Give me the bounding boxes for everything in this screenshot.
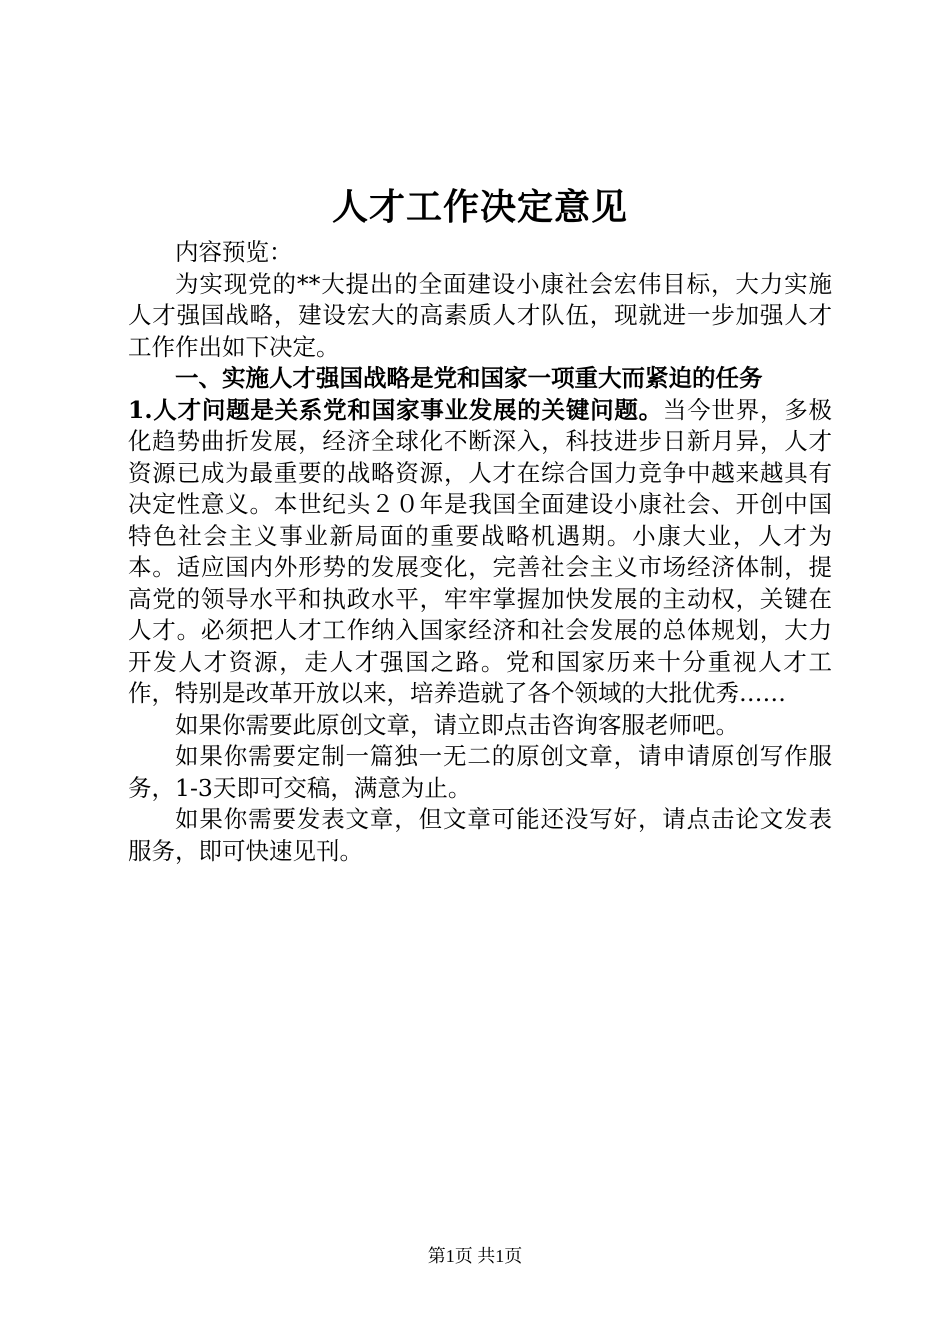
point-1-lead: 1.人才问题是关系党和国家事业发展的关键问题。	[128, 395, 663, 424]
document-title: 人才工作决定意见	[331, 186, 628, 228]
promo-custom-writing[interactable]: 如果你需要定制一篇独一无二的原创文章，请申请原创写作服务，1-3天即可交稿，满意为止。	[128, 742, 832, 802]
point-1-body: 当今世界，多极化趋势曲折发展，经济全球化不断深入，科技进步日新月异，人才资源已成为最重要的战略资源，人才在综合国力竞争中越来越具有决定性意义。本世纪头２０年是我国全面建设小康社会、开创中国特色社会主义事业新局面的重要战略机遇期。小康大业，人才为本。适应国内外形势的发展变化，完善社会主义市场经济体制，提高党的领导水平和执政水平，牢牢掌握加快发展的主动权，关键在人才。必须把人才工作纳入国家经济和社会发展的总体规划，大力开发人才资源，走人才强国之路。党和国家历来十分重视人才工作，特别是改革开放以来，培养造就了各个领域的大批优秀……	[128, 395, 832, 707]
preview-label: 内容预览：	[175, 238, 293, 266]
promo-original-article[interactable]: 如果你需要此原创文章，请立即点击咨询客服老师吧。	[175, 710, 739, 739]
promo-publish-service[interactable]: 如果你需要发表文章，但文章可能还没写好，请点击论文发表服务，即可快速见刊。	[128, 805, 832, 865]
point-1-paragraph	[128, 395, 832, 710]
page-footer: 第1页 共1页	[427, 1246, 523, 1266]
intro-paragraph: 为实现党的**大提出的全面建设小康社会宏伟目标，大力实施人才强国战略，建设宏大的高素质人才队伍，现就进一步加强人才工作作出如下决定。	[128, 269, 832, 361]
document-body	[128, 237, 832, 867]
section-heading: 一、实施人才强国战略是党和国家一项重大而紧迫的任务	[175, 364, 763, 392]
